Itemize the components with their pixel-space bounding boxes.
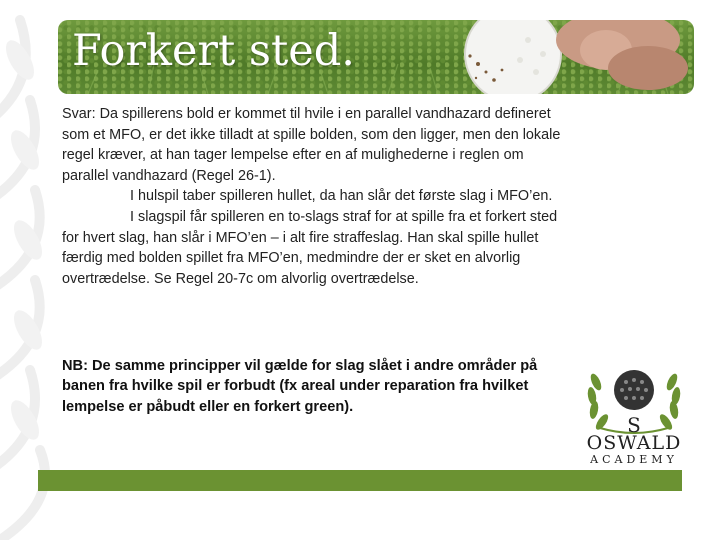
logo-subtitle: ACADEMY [590,453,678,466]
oswald-academy-logo [578,362,690,468]
title-banner [58,20,694,94]
page-title: Forkert sted. [72,26,355,76]
laurel-wreath-icon [578,362,690,434]
answer-paragraph: Svar: Da spillerens bold er kommet til hvile i en parallel vandhazard defineret som et MFO, er det ikke tilladt at spille bolden, som den ligger, men den lokale regel kræver, at han tager lempelse efter en af mulighederne i reglen om parallel vandhazard (Regel 26-1). [62,106,561,184]
matchplay-paragraph: I hulspil taber spilleren hullet, da han slår det første slag i MFO’en. [130,188,553,205]
slide-body [62,104,572,289]
footer-bar [38,470,682,491]
note-paragraph: NB: De samme principper vil gælde for slag slået i andre områder på banen fra hvilke spil er forbudt (fx areal under reparation fra hvilket lempelse er påbudt eller en forkert green). [62,358,538,415]
logo-letter: S [627,413,641,434]
logo-name: OSWALD [586,432,682,454]
strokeplay-paragraph: I slagspil får spilleren en to-slags straf for at spille fra et forkert sted for hvert slag, han slår i MFO’en – i alt fire straffeslag. Han skal spille hullet færdig med bolden spillet fra MFO’en, medmindre der er sket en alvorlig overtrædelse. Se Regel 20-7c om alvorlig overtrædelse. [62,208,558,287]
